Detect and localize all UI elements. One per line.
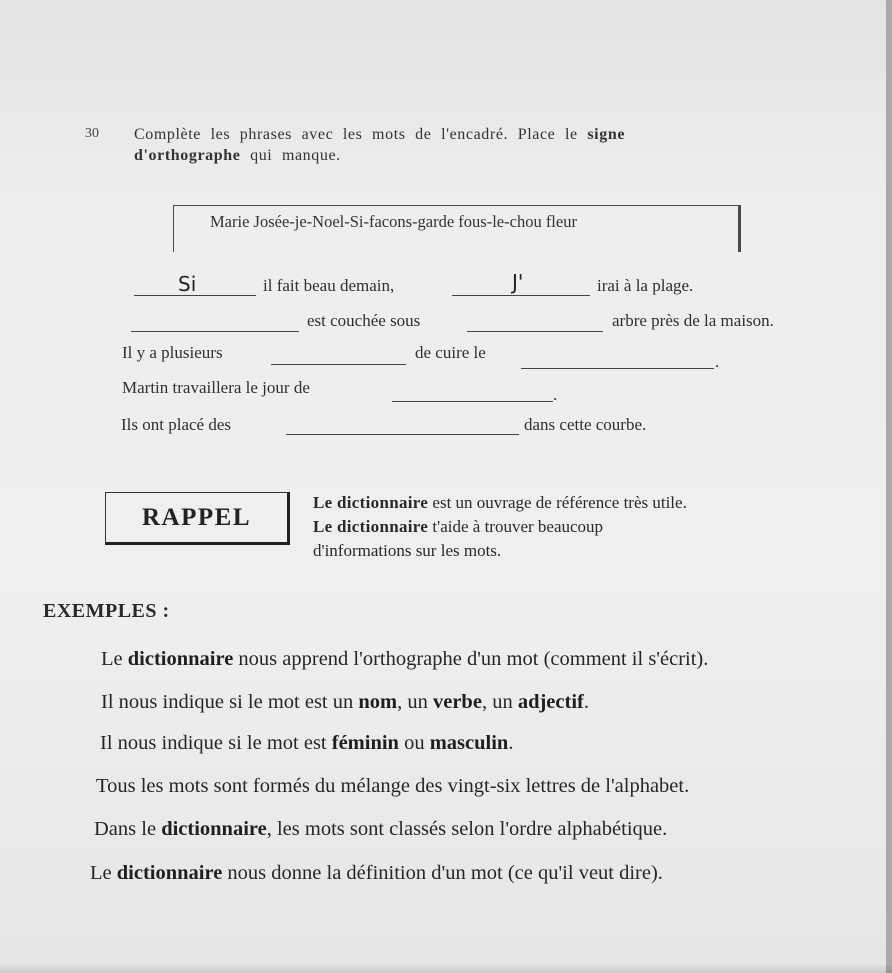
answer-blank-7[interactable] xyxy=(392,401,553,402)
sentence-4-end: . xyxy=(553,385,558,404)
word-box-text: Marie Josée-je-Noel-Si-facons-garde fous-le-chou fleur xyxy=(210,212,577,231)
handwritten-answer-2: J' xyxy=(512,270,524,294)
page-bottom-shadow xyxy=(0,963,892,973)
page-edge xyxy=(886,0,892,973)
example-line-2: Il nous indique si le mot est un nom, un verbe, un adjectif. xyxy=(101,691,589,713)
example-line-4: Tous les mots sont formés du mélange des vingt-six lettres de l'alphabet. xyxy=(96,775,690,797)
answer-blank-6[interactable] xyxy=(521,368,714,369)
rappel-line-3: d'informations sur les mots. xyxy=(313,541,502,560)
answer-blank-4[interactable] xyxy=(467,331,603,332)
example-line-1: Le dictionnaire nous apprend l'orthographe d'un mot (comment il s'écrit). xyxy=(101,648,709,670)
sentence-3-text-b: de cuire le xyxy=(415,343,486,362)
examples-title: EXEMPLES : xyxy=(43,600,170,622)
example-line-3: Il nous indique si le mot est féminin ou masculin. xyxy=(100,732,514,754)
sentence-2-text-b: arbre près de la maison. xyxy=(612,311,774,330)
rappel-box: RAPPEL xyxy=(105,492,290,545)
sentence-3-text-a: Il y a plusieurs xyxy=(122,343,223,362)
sentence-3-end: . xyxy=(715,352,720,371)
sentence-5-text-b: dans cette courbe. xyxy=(524,415,647,434)
answer-blank-5[interactable] xyxy=(271,364,406,365)
instruction-line-1: Complète les phrases avec les mots de l'encadré. Place le signe xyxy=(134,126,626,143)
example-line-5: Dans le dictionnaire, les mots sont classés selon l'ordre alphabétique. xyxy=(94,818,668,840)
sentence-2-text-a: est couchée sous xyxy=(307,311,421,330)
handwritten-answer-1: Si xyxy=(178,272,197,296)
answer-blank-2[interactable] xyxy=(452,295,590,296)
answer-blank-3[interactable] xyxy=(131,331,299,332)
sentence-1-text-b: irai à la plage. xyxy=(597,276,694,295)
rappel-line-1: Le dictionnaire est un ouvrage de référence très utile. xyxy=(313,493,687,512)
sentence-1-text-a: il fait beau demain, xyxy=(263,276,395,295)
sentence-5-text-a: Ils ont placé des xyxy=(121,415,231,434)
exercise-instruction xyxy=(134,124,625,166)
instruction-line-2: d'orthographe qui manque. xyxy=(134,147,341,164)
rappel-line-2: Le dictionnaire t'aide à trouver beaucoup xyxy=(313,517,604,536)
sentence-4-text-a: Martin travaillera le jour de xyxy=(122,378,310,397)
answer-blank-8[interactable] xyxy=(286,434,519,435)
exercise-number: 30 xyxy=(85,126,99,141)
example-line-6: Le dictionnaire nous donne la définition d'un mot (ce qu'il veut dire). xyxy=(90,862,663,884)
